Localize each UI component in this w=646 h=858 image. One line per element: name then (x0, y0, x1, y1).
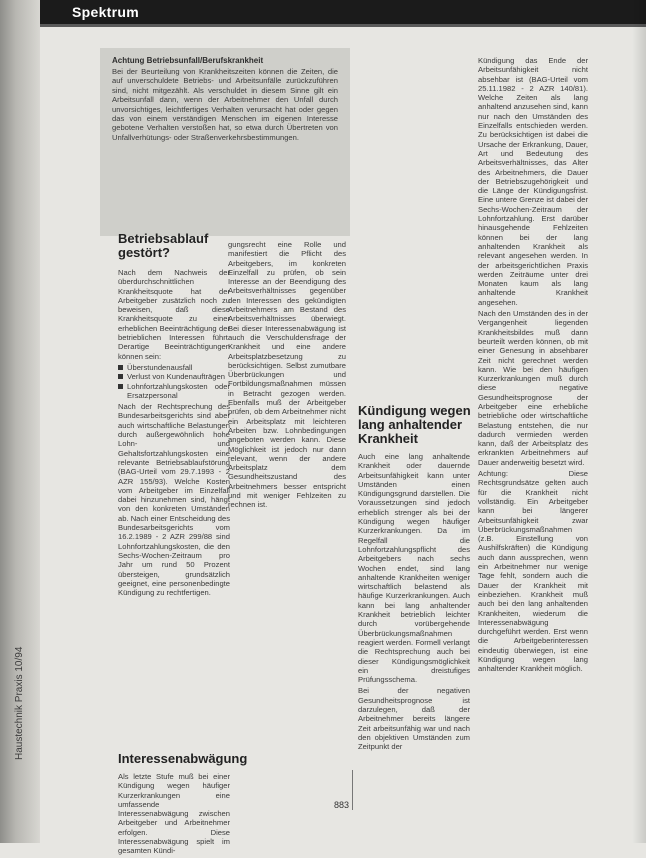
list-item: Überstundenausfall (118, 363, 230, 372)
paragraph: gungsrecht eine Rolle und manifestiert die Pflicht des Arbeitgebers, im konkreten Einzelfall zu prüfen, ob sein Interesse an der Beendigung des Arbeitsverhältnisses gegenüber den Interessen des gekündigten Arbeitnehmers am Bestand des Arbeitsverhältnisses überwiegt. Bei dieser Interessenabwägung ist auch die Verschuldensfrage der Krankheit und eine andere Arbeitsplatzbesetzung zu berücksichtigen. Selbst zumutbare Überbrückungen und Fortbildungsmaßnahmen müssen in Betracht gezogen werden. Ebenfalls muß der Arbeitgeber prüfen, ob dem Arbeitnehmer nicht ein Arbeitsplatz mit leichteren Arbeiten bzw. Lohnbedingungen angeboten werden kann. Diese Möglichkeit ist jedoch nur dann relevant, wenn der andere Arbeitsplatz dem Gesundheitszustand des Arbeitnehmers besser entspricht und mit weniger Fehlzeiten zu rechnen ist. (228, 240, 346, 510)
page-shade (632, 0, 646, 843)
column-2 (228, 240, 346, 512)
callout-box (100, 48, 350, 236)
paragraph: Nach der Rechtsprechung des Bundesarbeitsgerichts sind aber auch wirtschaftliche Belastungen durch außergewöhnlich hohe Lohn- und Gehaltsfortzahlungskosten eine relevante Betriebsablaufstörung (BAG-Urteil vom 29.7.1993 - 2 AZR 155/93). Welche Kosten vom Arbeitgeber im Einzelfall dabei hinzunehmen sind, hängt von den konkreten Umständen ab. Nach einer Entscheidung des Bundesarbeitsgerichts vom 16.2.1989 - 2 AZR 299/88 sind Lohnfortzahlungskosten, die den Sechs-Wochen-Zeitraum pro Jahr um rund 50 Prozent übersteigen, grundsätzlich geeignet, eine personenbedingte Kündigung zu rechtfertigen. (118, 402, 230, 598)
heading-lang-anhaltende-krankheit: Kündigung wegen lang anhaltender Krankheit (358, 403, 471, 446)
callout-title: Achtung Betriebsunfall/Berufskrankheit (112, 56, 264, 65)
callout-body: Bei der Beurteilung von Krankheitszeiten können die Zeiten, die auf unverschuldete Betriebs- und Arbeitsunfälle zurückzuführen sind, nicht mitgezählt. Als verschuldet in diesem Sinne gilt ein Arbeitsunfall dann, wenn der Arbeitnehmer den Unfall durch unvorsichtiges, leichtfertiges Verhalten verursacht hat oder gegen das von einem verständigen Menschen im eigenen Interesse gebotene Verhalten verstoßen hat, so etwa durch Übertreten von Unfallverhütungs- oder Straßenverkehrsbestimmungen. (112, 67, 338, 142)
paragraph: Als letzte Stufe muß bei einer Kündigung wegen häufiger Kurzerkrankungen eine umfassende Interessenabwägung zwischen Arbeitgeber und Arbeitnehmer erfolgen. Diese Interessenabwägung spielt im gesamten Kündi- (118, 772, 230, 856)
section-title: Spektrum (72, 4, 139, 20)
list-item: Lohnfortzahlungskosten oder Ersatzpersonal (118, 382, 230, 401)
list-item: Verlust von Kundenaufträgen (118, 372, 230, 381)
column-1 (118, 268, 230, 599)
paragraph: Auch eine lang anhaltende Krankheit oder dauernde Arbeitsunfähigkeit kann unter Umständen einen Kündigungsgrund darstellen. Die Voraussetzungen sind jedoch erheblich strenger als bei der Kündigung wegen häufiger Kurzerkrankungen. Da im Regelfall die Lohnfortzahlungspflicht des Arbeitgebers nach sechs Wochen endet, sind lang anhaltende Krankheiten weniger wirtschaftlich belastend als häufige Kurzerkrankungen. Auch kann bei lang anhaltender Krankheit betrieblich leichter durch vorübergehende Überbrückungsmaßnahmen reagiert werden. Formell verlangt die Rechtsprechung auch bei dieser Kündigungsmöglichkeit ein dreistufiges Prüfungsschema. (358, 452, 470, 685)
divider (352, 770, 353, 810)
source-note: Haustechnik Praxis 10/94 (14, 646, 25, 760)
column-1-bottom (118, 772, 230, 858)
paragraph: Bei der negativen Gesundheitsprognose ist darzulegen, daß der Arbeitnehmer bereits längere Zeit arbeitsunfähig war und nach den objektiven Umständen zum Zeitpunkt der (358, 686, 470, 752)
page-number: 883 (334, 800, 350, 810)
column-3 (358, 452, 470, 754)
bullet-list (118, 363, 230, 400)
paragraph: Nach dem Nachweis der überdurchschnittlichen Krankheitsquote hat der Arbeitgeber zusätzlich noch zu beweisen, daß diese Krankheitsquote zu einer erheblichen Beeinträchtigung der betrieblichen Interessen führt. Derartige Beeinträchtigungen können sein: (118, 268, 230, 361)
heading-interessenabwaegung: Interessenabwägung (118, 751, 248, 766)
heading-betriebsablauf: Betriebsablauf gestört? (118, 231, 209, 260)
header-rule (40, 24, 646, 27)
paragraph: Achtung: Diese Rechtsgrundsätze gelten auch für die Krankheit nicht vollständig. Ein Arbeitgeber kann bei längerer Arbeitsunfähigkeit zwar Überbrückungsmaßnahmen (z.B. Einstellung von Aushilfskräften) die Kündigung auch dann aussprechen, wenn ein Arbeitnehmer nur wenige Tage fehlt, sondern auch die Dauer der Krankheit mit einbeziehen. Krankheit muß auch bei den lang anhaltenden Krankheiten, wiederum die Interessenabwägung durchgeführt werden. Erst wenn die Arbeitgeberinteressen eindeutig überwiegen, ist eine Kündigung wegen lang anhaltender Krankheit möglich. (478, 469, 588, 674)
column-4 (478, 56, 588, 676)
paragraph: Kündigung das Ende der Arbeitsunfähigkeit nicht absehbar ist (BAG-Urteil vom 25.11.1982 - 2 AZR 140/81). Welche Zeiten als lang anhaltend anzusehen sind, kann nur nach den Umständen des Einzelfalls entschieden werden. Zu berücksichtigen ist dabei die Ursache der Erkrankung, Dauer, Art und Bedeutung des Arbeitsverhältnisses, das Alter des Arbeitnehmers, die Dauer der Betriebszugehörigkeit und die Länge der Kündigungsfrist. Eine untere Grenze ist dabei der Sechs-Wochen-Zeitraum der Lohnfortzahlung. Erst darüber hinausgehende Fehlzeiten können bei der lang anhaltenden Krankheit als relevant angesehen werden. In der arbeitsgerichtlichen Praxis werden Zeiträume unter drei Monaten kaum als lang anhaltende Krankheit angesehen. (478, 56, 588, 307)
paragraph: Nach den Umständen des in der Vergangenheit liegenden Krankheitsbildes muß dann beurteilt werden können, ob mit einer Genesung in absehbarer Zeit nicht gerechnet werden kann. Wie bei den häufigen Kurzerkrankungen muß durch diese negative Gesundheitsprognose der Arbeitgeber eine erhebliche betriebliche oder wirtschaftliche Belastung entstehen, die nur dadurch vermieden werden kann, daß der Arbeitsplatz des erkrankten Arbeitnehmers auf Dauer anderweitig besetzt wird. (478, 309, 588, 467)
